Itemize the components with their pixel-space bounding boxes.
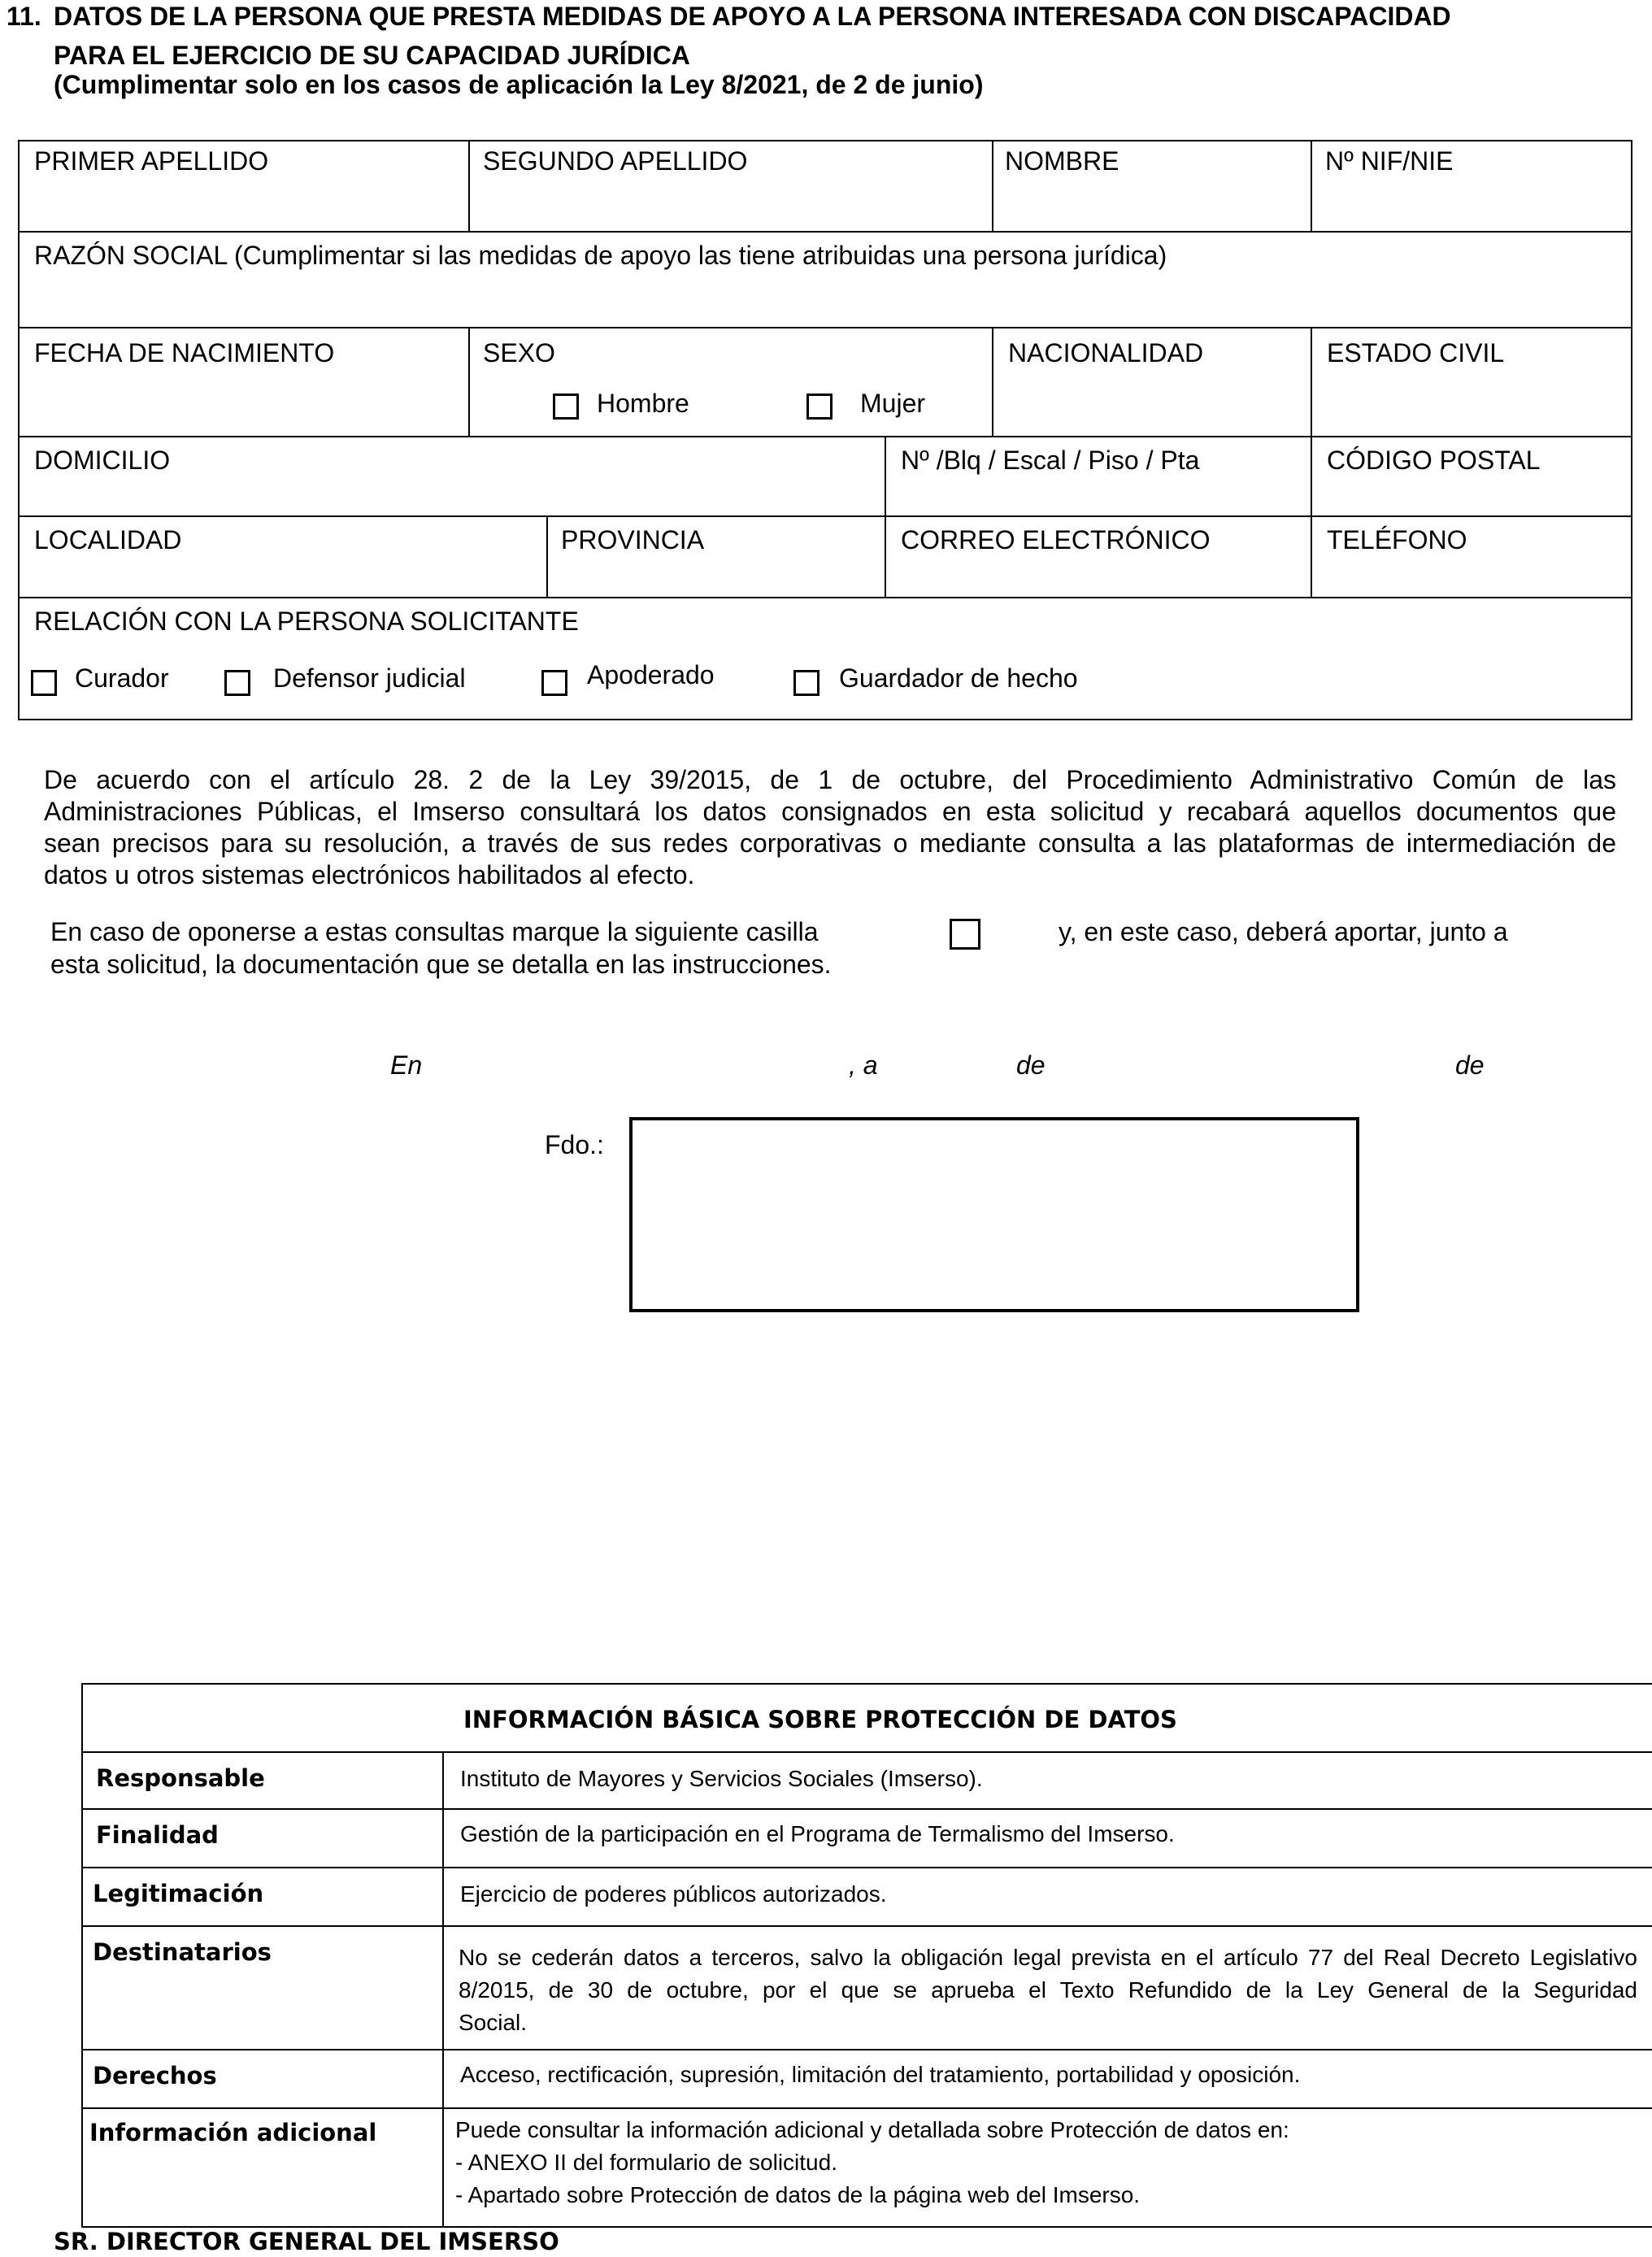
consent-paragraph	[44, 764, 1616, 891]
curador-checkbox[interactable]	[31, 670, 57, 696]
oppose-text-right: y, en este caso, deberá aportar, junto a	[1059, 917, 1508, 946]
col-divider	[1311, 515, 1312, 597]
row-divider	[18, 515, 1632, 517]
dp-key-destinatarios: Destinatarios	[93, 1938, 272, 1966]
signature-label: Fdo.:	[545, 1130, 604, 1159]
section-title-line3: (Cumplimentar solo en los casos de aplicación la Ley 8/2021, de 2 de junio)	[54, 70, 984, 99]
localidad-field[interactable]: LOCALIDAD	[34, 525, 182, 554]
oppose-consultation-checkbox[interactable]	[950, 919, 980, 950]
addressee-footer: SR. DIRECTOR GENERAL DEL IMSERSO	[54, 2228, 559, 2255]
primer-apellido-field[interactable]: PRIMER APELLIDO	[34, 146, 269, 176]
place-en-label: En	[390, 1050, 423, 1080]
dp-val-responsable	[460, 1763, 983, 1795]
dp-val-line: Acceso, rectificación, supresión, limitación del tratamiento, portabilidad y oposición.	[460, 2062, 1301, 2087]
dp-val-informacion-adicional	[455, 2114, 1289, 2211]
dp-val-line: 8/2015, de 30 de octubre, por el que se aprueba el Texto Refundido de la Ley General de la Seguridad	[459, 1977, 1637, 2003]
domicilio-field[interactable]: DOMICILIO	[34, 446, 171, 475]
codigo-postal-field[interactable]: CÓDIGO POSTAL	[1327, 446, 1541, 475]
date-de-label-2: de	[1455, 1050, 1485, 1080]
apoderado-label: Apoderado	[587, 660, 715, 689]
segundo-apellido-field[interactable]: SEGUNDO APELLIDO	[483, 146, 748, 176]
dp-val-line: Social.	[459, 2010, 528, 2035]
dp-key-informacion-adicional: Información adicional	[89, 2119, 377, 2146]
section-title-line1: DATOS DE LA PERSONA QUE PRESTA MEDIDAS DE APOYO A LA PERSONA INTERESADA CON DISCAPACIDAD	[54, 2, 1451, 31]
dp-val-line: Puede consultar la información adicional y detallada sobre Protección de datos en:	[455, 2117, 1289, 2142]
oppose-text-line2: esta solicitud, la documentación que se detalla en las instrucciones.	[50, 950, 832, 979]
hombre-label: Hombre	[597, 389, 689, 418]
dp-val-line: - Apartado sobre Protección de datos de la página web del Imserso.	[455, 2182, 1141, 2207]
fecha-nacimiento-field[interactable]: FECHA DE NACIMIENTO	[34, 338, 335, 367]
dp-val-finalidad	[460, 1818, 1175, 1850]
nombre-field[interactable]: NOMBRE	[1005, 146, 1119, 176]
col-divider	[992, 327, 993, 436]
defensor-judicial-label: Defensor judicial	[273, 663, 466, 693]
dp-key-finalidad: Finalidad	[96, 1821, 219, 1849]
col-divider	[885, 515, 886, 597]
hombre-checkbox[interactable]	[553, 394, 579, 420]
date-de-label: de	[1016, 1050, 1046, 1080]
relacion-label: RELACIÓN CON LA PERSONA SOLICITANTE	[34, 607, 579, 636]
date-a-label: , a	[849, 1050, 878, 1080]
guardador-de-hecho-checkbox[interactable]	[793, 670, 819, 696]
dp-key-responsable: Responsable	[96, 1764, 265, 1792]
apoderado-checkbox[interactable]	[541, 670, 567, 696]
dp-val-line: Instituto de Mayores y Servicios Sociales (Imserso).	[460, 1766, 983, 1791]
row-divider	[18, 327, 1632, 328]
estado-civil-field[interactable]: ESTADO CIVIL	[1327, 338, 1505, 367]
mujer-label: Mujer	[860, 389, 926, 418]
nacionalidad-field[interactable]: NACIONALIDAD	[1008, 338, 1204, 367]
col-divider	[885, 436, 886, 515]
col-divider	[992, 140, 993, 231]
provincia-field[interactable]: PROVINCIA	[561, 525, 705, 554]
consent-line: De acuerdo con el artículo 28. 2 de la Ley 39/2015, de 1 de octubre, del Procedimiento Administrativo Común de las	[44, 765, 1616, 794]
signature-box[interactable]	[629, 1117, 1359, 1312]
dp-val-line: - ANEXO II del formulario de solicitud.	[455, 2150, 837, 2175]
guardador-de-hecho-label: Guardador de hecho	[839, 663, 1078, 693]
col-divider	[1311, 140, 1312, 231]
row-divider	[18, 436, 1632, 437]
oppose-text-line1: En caso de oponerse a estas consultas marque la siguiente casilla	[50, 917, 819, 946]
correo-field[interactable]: CORREO ELECTRÓNICO	[901, 525, 1211, 554]
row-divider	[18, 231, 1632, 233]
dp-val-line: Ejercicio de poderes públicos autorizados.	[460, 1881, 887, 1907]
razon-social-field[interactable]: RAZÓN SOCIAL (Cumplimentar si las medidas de apoyo las tiene atribuidas una persona jurídica)	[34, 241, 1167, 270]
section-title-line2: PARA EL EJERCICIO DE SU CAPACIDAD JURÍDICA	[54, 41, 690, 70]
data-protection-title: INFORMACIÓN BÁSICA SOBRE PROTECCIÓN DE DATOS	[463, 1706, 1177, 1733]
col-divider	[1311, 436, 1312, 515]
row-divider	[18, 597, 1632, 598]
col-divider	[546, 515, 548, 597]
col-divider	[468, 140, 470, 231]
nif-nie-field[interactable]: Nº NIF/NIE	[1325, 146, 1454, 176]
mujer-checkbox[interactable]	[806, 394, 833, 420]
consent-line: Administraciones Públicas, el Imserso consultará los datos consignados en esta solicitud y recabará aquellos documentos que	[44, 797, 1616, 826]
col-divider	[468, 327, 470, 436]
dp-key-legitimacion: Legitimación	[93, 1880, 264, 1907]
numero-blq-field[interactable]: Nº /Blq / Escal / Piso / Pta	[901, 446, 1200, 475]
dp-val-line: Gestión de la participación en el Programa de Termalismo del Imserso.	[460, 1821, 1175, 1846]
consent-line: sean precisos para su resolución, a través de sus redes corporativas o mediante consulta a las plataformas de intermediación de	[44, 828, 1616, 858]
sexo-label: SEXO	[483, 338, 555, 367]
consent-line: datos u otros sistemas electrónicos habilitados al efecto.	[44, 860, 695, 889]
curador-label: Curador	[75, 663, 169, 693]
telefono-field[interactable]: TELÉFONO	[1327, 525, 1467, 554]
defensor-judicial-checkbox[interactable]	[224, 670, 250, 696]
col-divider	[1311, 327, 1312, 436]
dp-val-derechos	[460, 2059, 1300, 2091]
section-number: 11.	[7, 2, 41, 31]
dp-val-legitimacion	[460, 1878, 887, 1911]
dp-key-derechos: Derechos	[93, 2062, 217, 2090]
dp-val-line: No se cederán datos a terceros, salvo la obligación legal prevista en el artículo 77 del Real Decreto Legislativo	[459, 1945, 1637, 1970]
dp-val-destinatarios	[459, 1942, 1637, 2039]
